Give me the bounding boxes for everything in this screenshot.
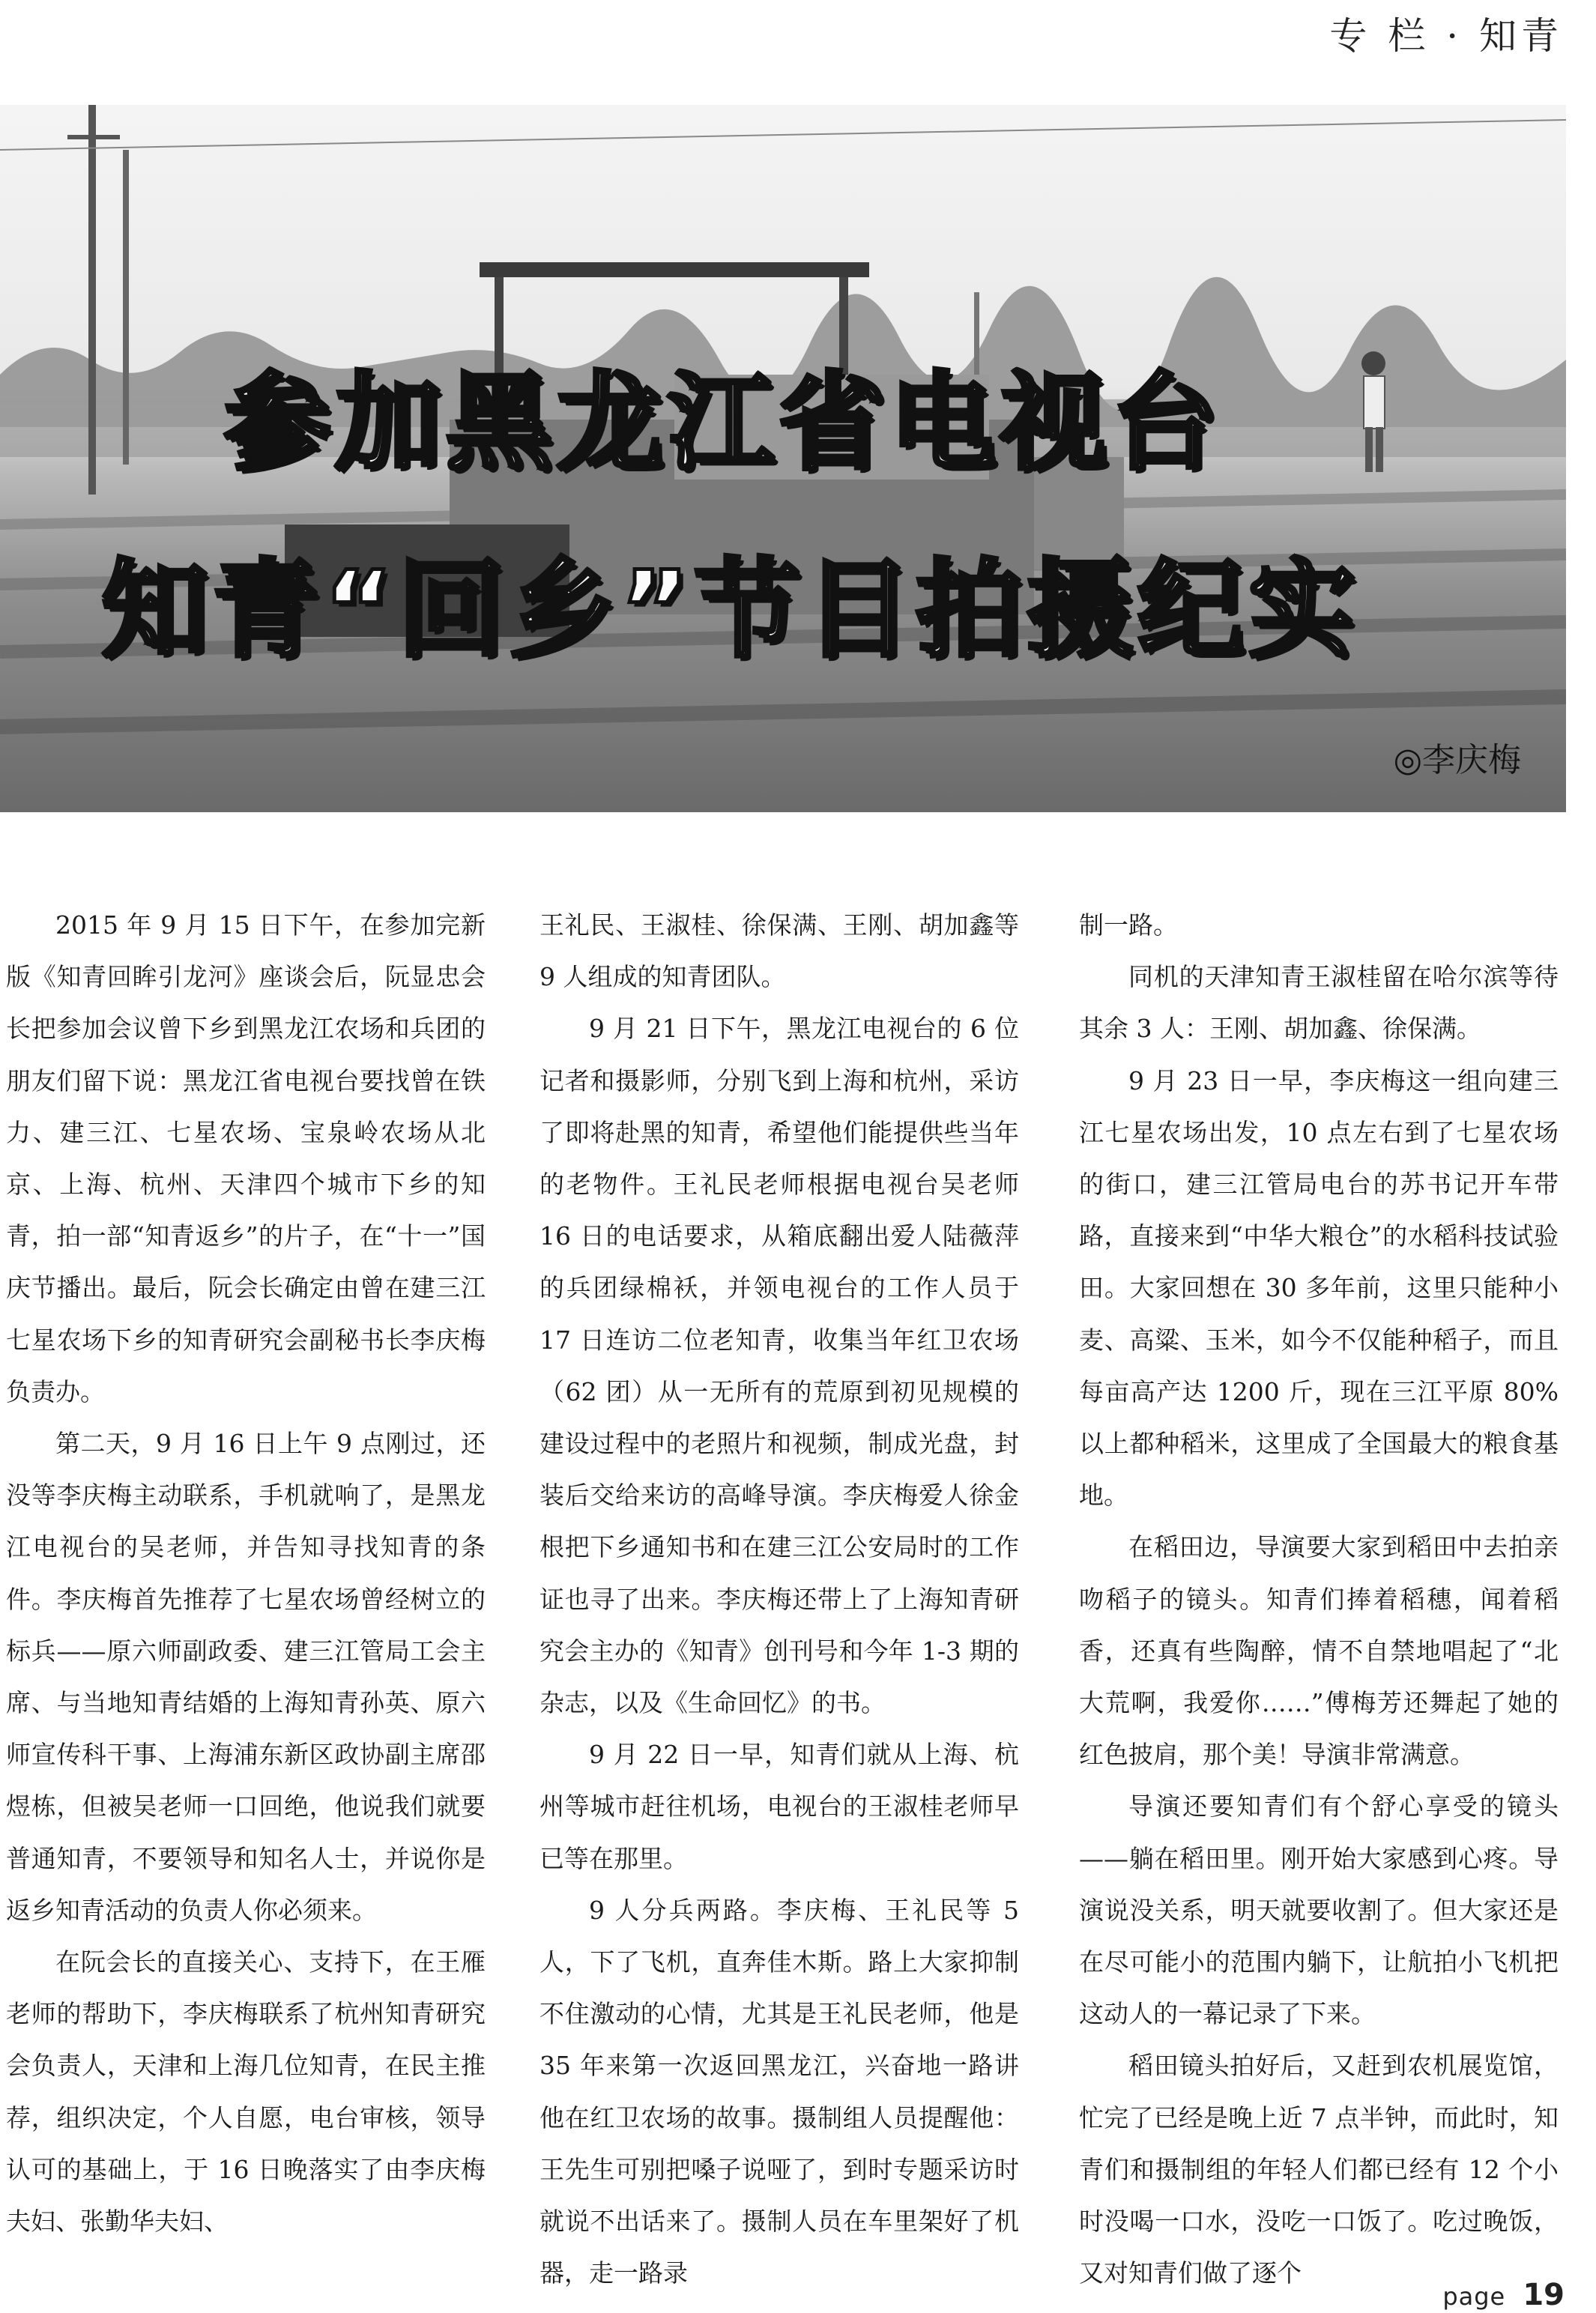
paragraph: 第二天，9 月 16 日上午 9 点刚过，还没等李庆梅主动联系，手机就响了，是黑龙江电视台的吴老师，并告知寻找知青的条件。李庆梅首先推荐了七星农场曾经树立的标兵——原六师副政委、建三江管局工会主席、与当地知青结婚的上海知青孙英、原六师宣传科干事、上海浦东新区政协副主席邵煜栋，但被吴老师一口回绝，他说我们就要普通知青，不要领导和知名人士，并说你是返乡知青活动的负责人你必须来。 <box>6 1429 486 1925</box>
paragraph: 2015 年 9 月 15 日下午，在参加完新版《知青回眸引龙河》座谈会后，阮显忠会长把参加会议曾下乡到黑龙江农场和兵团的朋友们留下说：黑龙江省电视台要找曾在铁力、建三江、七星农场、宝泉岭农场从北京、上海、杭州、天津四个城市下乡的知青，拍一部“知青返乡”的片子，在“十一”国庆节播出。最后，阮会长确定由曾在建三江七星农场下乡的知青研究会副秘书长李庆梅负责办。 <box>6 910 486 1406</box>
paragraph: 9 月 22 日一早，知青们就从上海、杭州等城市赶往机场，电视台的王淑桂老师早已等在那里。 <box>539 1740 1019 1873</box>
paragraph: 导演还要知青们有个舒心享受的镜头——躺在稻田里。刚开始大家感到心疼。导演说没关系，明天就要收割了。但大家还是在尽可能小的范围内躺下，让航拍小飞机把这动人的一幕记录了下来。 <box>1079 1792 1559 2029</box>
column-3 <box>1079 899 1559 2299</box>
paragraph: 同机的天津知青王淑桂留在哈尔滨等待其余 3 人：王刚、胡加鑫、徐保满。 <box>1079 962 1559 1044</box>
page-footer <box>1442 2278 1565 2312</box>
paragraph: 9 人分兵两路。李庆梅、王礼民等 5 人，下了飞机，直奔佳木斯。路上大家抑制不住激动的心情，尤其是王礼民老师，他是 35 年来第一次返回黑龙江，兴奋地一路讲他在红卫农场的故事。摄制组人员提醒他：王先生可别把嗓子说哑了，到时专题采访时就说不出话来了。摄制人员在车里架好了机器，走一路录 <box>539 1895 1019 2288</box>
page-label: page <box>1442 2282 1506 2311</box>
paragraph: 9 月 21 日下午，黑龙江电视台的 6 位记者和摄影师，分别飞到上海和杭州，采访了即将赴黑的知青，希望他们能提供些当年的老物件。王礼民老师根据电视台吴老师 16 日的电话要求，从箱底翻出爱人陆薇萍的兵团绿棉袄，并领电视台的工作人员于 17 日连访二位老知青，收集当年红卫农场（62 团）从一无所有的荒原到初见规模的建设过程中的老照片和视频，制成光盘，封装后交给来访的高峰导演。李庆梅爱人徐金根把下乡通知书和在建三江公安局时的工作证也寻了出来。李庆梅还带上了上海知青研究会主办的《知青》创刊号和今年 1-3 期的杂志，以及《生命回忆》的书。 <box>539 1014 1019 1718</box>
paragraph: 在稻田边，导演要大家到稻田中去拍亲吻稻子的镜头。知青们捧着稻穗，闻着稻香，还真有些陶醉，情不自禁地唱起了“北大荒啊，我爱你……”傅梅芳还舞起了她的红色披肩，那个美！导演非常满意。 <box>1079 1532 1559 1770</box>
article-body <box>0 899 1566 2288</box>
column-1 <box>6 899 486 2247</box>
page-number: 19 <box>1523 2278 1565 2312</box>
article-title-line-1: 参加黑龙江省电视台 <box>224 361 1222 485</box>
article-title-line-2: 知青“回乡”节目拍摄纪实 <box>101 548 1360 672</box>
paragraph: 稻田镜头拍好后，又赶到农机展览馆，忙完了已经是晚上近 7 点半钟，而此时，知青们和摄制组的年轻人们都已经有 12 个小时没喝一口水，没吃一口饭了。吃过晚饭，又对知青们做了逐个 <box>1079 2051 1559 2288</box>
author-byline: ◎李庆梅 <box>1393 741 1521 779</box>
hero-photo <box>0 105 1566 812</box>
paragraph: 9 月 23 日一早，李庆梅这一组向建三江七星农场出发，10 点左右到了七星农场的街口，建三江管局电台的苏书记开车带路，直接来到“中华大粮仓”的水稻科技试验田。大家回想在 30 多年前，这里只能种小麦、高粱、玉米，如今不仅能种稻子，而且每亩高产达 1200 斤，现在三江平原 80% 以上都种稻米，这里成了全国最大的粮食基地。 <box>1079 1065 1559 1511</box>
paragraph-continued: 制一路。 <box>1079 910 1178 940</box>
paragraph-continued: 王礼民、王淑桂、徐保满、王刚、胡加鑫等 9 人组成的知青团队。 <box>539 910 1019 992</box>
section-tag: 专 栏 · 知青 <box>1329 14 1563 58</box>
paragraph: 在阮会长的直接关心、支持下，在王雁老师的帮助下，李庆梅联系了杭州知青研究会负责人，天津和上海几位知青，在民主推荐，组织决定，个人自愿，电台审核，领导认可的基础上，于 16 日晚落实了由李庆梅夫妇、张勤华夫妇、 <box>6 1947 486 2237</box>
column-2 <box>539 899 1019 2299</box>
